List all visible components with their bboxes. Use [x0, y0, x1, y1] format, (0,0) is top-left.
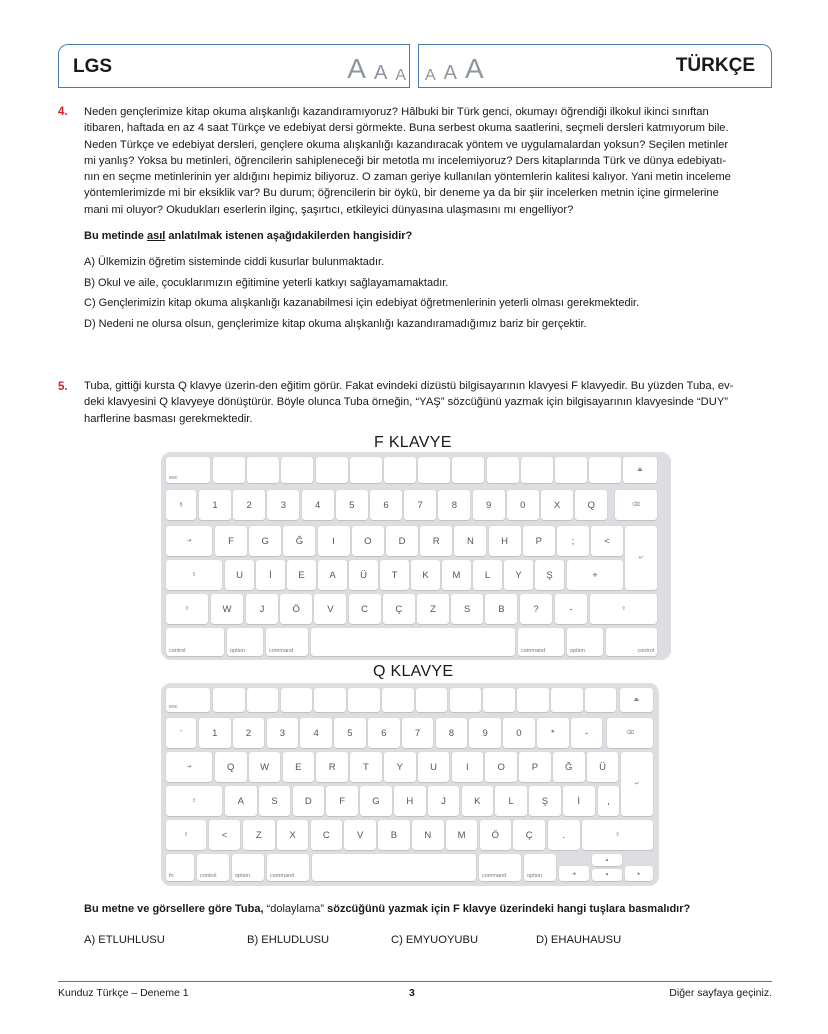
- control-key: control: [197, 854, 229, 881]
- function-key: [555, 457, 587, 483]
- number-key: Q: [575, 490, 607, 520]
- letter-key: L: [473, 560, 502, 590]
- function-key: [384, 457, 416, 483]
- letter-key: E: [287, 560, 316, 590]
- letter-key: V: [344, 820, 376, 850]
- shift-key: ⇧: [590, 594, 657, 624]
- number-key: 3: [267, 490, 299, 520]
- f-keyboard-title: F KLAVYE: [374, 434, 452, 451]
- passage-line: yöntemlerimizde mi bir eksiklik var? Bu durum; öğrencilerin bir öykü, bir deneme ya da bir şiir incelerken metnin içine girmelerine: [84, 187, 719, 200]
- letter-key: L: [495, 786, 527, 816]
- return-key: ↵: [625, 526, 657, 590]
- command-key: command: [479, 854, 521, 881]
- number-key: X: [541, 490, 573, 520]
- letter-key: B: [485, 594, 517, 624]
- number-key: 1: [199, 718, 231, 748]
- letter-key: Y: [504, 560, 533, 590]
- number-key: *: [537, 718, 569, 748]
- q-keyboard-image: [161, 683, 659, 886]
- header-right-box: [419, 44, 772, 88]
- letter-key: O: [352, 526, 384, 556]
- punct-key: ?: [520, 594, 552, 624]
- command-key: command: [518, 628, 564, 656]
- letter-key: E: [283, 752, 315, 782]
- delete-key: ⌫: [615, 490, 657, 520]
- letter-key: R: [420, 526, 452, 556]
- punct-key: <: [591, 526, 623, 556]
- subject-title: TÜRKÇE: [675, 55, 755, 76]
- letter-key: X: [277, 820, 309, 850]
- letter-key: A: [225, 786, 257, 816]
- passage-line: mani mi oluyor? Okudukları eserlerin ilginç, şaşırtıcı, etkileyici dünyasına ulaşmasını mı engelliyor?: [84, 203, 574, 216]
- page-number: 3: [409, 987, 415, 999]
- letter-key: C: [349, 594, 381, 624]
- letter-key: F: [326, 786, 358, 816]
- passage-line: mi yanlış? Yoksa bu metinleri, öğrencilerin sahipleneceği bir metotla mı incelemiyoruz? Ders kitaplarında Türk ve dünya edebiyatı-: [84, 154, 727, 167]
- number-key: -: [571, 718, 603, 748]
- stem-text: Bu metinde: [84, 230, 147, 242]
- function-key: [487, 457, 519, 483]
- letter-key: F: [215, 526, 247, 556]
- function-key: [247, 688, 279, 712]
- letter-key: S: [451, 594, 483, 624]
- function-key: [551, 688, 583, 712]
- stem-text: Bu metne ve görsellere göre Tuba,: [84, 903, 267, 915]
- lock-key: ⏏: [620, 688, 653, 712]
- letter-key: P: [523, 526, 555, 556]
- letter-key: O: [485, 752, 517, 782]
- stem-text: anlatılmak istenen aşağıdakilerden hangisidir?: [165, 230, 413, 242]
- letter-key: Z: [243, 820, 275, 850]
- letter-key: I: [318, 526, 350, 556]
- option-a[interactable]: A) Ülkemizin öğretim sisteminde ciddi kusurlar bulunmaktadır.: [84, 256, 385, 268]
- letter-key: M: [446, 820, 478, 850]
- passage-line: Neden gençlerimize kitap okuma alışkanlığı kazandıramıyoruz? Hâlbuki bir Türk genci, okumayı öğrendiği ilkokul ikinci sınıftan: [84, 106, 709, 118]
- control-key: control: [606, 628, 657, 656]
- punct-key: ,: [598, 786, 619, 816]
- shift-key: ⇧: [166, 594, 208, 624]
- caps-key: ⇪: [166, 786, 222, 816]
- f-keyboard-image: [161, 452, 671, 660]
- option-key: option: [227, 628, 263, 656]
- letter-key: Ğ: [553, 752, 585, 782]
- option-b[interactable]: B) Okul ve aile, çocuklarımızın eğitimine yeterli katkıyı sağlayamamaktadır.: [84, 277, 449, 289]
- passage-line: deki klavyesini Q klavyeye dönüştürür. Böyle olunca Tuba örneğin, “YAŞ” sözcüğünü yazmak için bilgisayarının klavyesinde “DUY”: [84, 396, 729, 409]
- tab-key: ⇥: [166, 752, 212, 782]
- letter-key: C: [311, 820, 343, 850]
- letter-key: Ü: [587, 752, 619, 782]
- number-key: 2: [233, 490, 265, 520]
- passage-line: nın en seçme metinlerinin yer aldığını hepimiz biliyoruz. O zaman geriye kullanılan yöntemlerin kalitesi kalıyor. Yani metin inceleme: [84, 171, 731, 184]
- function-key: [314, 688, 346, 712]
- shift-key: ⇧: [582, 820, 653, 850]
- letter-key: J: [246, 594, 278, 624]
- letter-key: W: [249, 752, 281, 782]
- letter-key: R: [316, 752, 348, 782]
- function-key: [350, 457, 382, 483]
- letter-key: Ç: [513, 820, 545, 850]
- letter-key: G: [249, 526, 281, 556]
- question-4-passage: [84, 104, 774, 218]
- arrow-up-key: ▴: [592, 854, 622, 866]
- header-divider: [409, 44, 410, 88]
- letter-key: V: [314, 594, 346, 624]
- letter-key: Ç: [383, 594, 415, 624]
- function-key: [281, 457, 313, 483]
- number-key: 4: [302, 490, 334, 520]
- q-keyboard-title: Q KLAVYE: [373, 663, 454, 680]
- punct-key: +: [567, 560, 623, 590]
- font-size-increase-group: [425, 53, 484, 85]
- function-key: [247, 457, 279, 483]
- number-key: 9: [469, 718, 501, 748]
- function-key: [316, 457, 348, 483]
- number-key: 9: [473, 490, 505, 520]
- letter-key: Ö: [280, 594, 312, 624]
- option-key: option: [567, 628, 603, 656]
- control-key: control: [166, 628, 224, 656]
- esc-key: esc: [166, 457, 210, 483]
- punct-key: -: [555, 594, 587, 624]
- number-key: 8: [436, 718, 468, 748]
- command-key: command: [267, 854, 309, 881]
- font-size-large-a[interactable]: A: [347, 53, 366, 84]
- footer-rule: [58, 981, 772, 982]
- function-key: [585, 688, 617, 712]
- number-key: 5: [334, 718, 366, 748]
- question-5-passage: [84, 378, 774, 427]
- option-d[interactable]: D) EHAUHAUSU: [536, 934, 622, 946]
- letter-key: D: [386, 526, 418, 556]
- function-key: [483, 688, 515, 712]
- letter-key: U: [418, 752, 450, 782]
- caps-key: ⇪: [166, 560, 222, 590]
- font-size-decrease-group: [347, 53, 406, 85]
- number-key: 7: [404, 490, 436, 520]
- option-c[interactable]: C) EMYUOYUBU: [391, 934, 479, 946]
- number-key: 0: [507, 490, 539, 520]
- letter-key: G: [360, 786, 392, 816]
- font-size-medium-a[interactable]: A: [373, 62, 388, 84]
- option-c[interactable]: C) Gençlerimizin kitap okuma alışkanlığı kazanabilmesi için edebiyat öğretmenlerinin yeterli olması gerekmektedir.: [84, 297, 640, 309]
- number-key: 2: [233, 718, 265, 748]
- question-4-stem: [84, 230, 412, 242]
- question-number: 5.: [58, 381, 68, 393]
- letter-key: Ş: [529, 786, 561, 816]
- stem-underlined: asıl: [146, 230, 166, 242]
- letter-key: M: [442, 560, 471, 590]
- letter-key: Ö: [480, 820, 512, 850]
- number-key: 8: [438, 490, 470, 520]
- function-key: [450, 688, 482, 712]
- letter-key: İ: [563, 786, 595, 816]
- letter-key: Ü: [349, 560, 378, 590]
- return-key: ↵: [621, 752, 653, 816]
- footer-left: Kunduz Türkçe – Deneme 1: [58, 987, 189, 999]
- letter-key: T: [350, 752, 382, 782]
- function-key: [213, 457, 245, 483]
- number-key: 4: [300, 718, 332, 748]
- passage-line: Tuba, gittiği kursta Q klavye üzerin-den eğitim görür. Fakat evindeki dizüstü bilgisayarının klavyesi F klavyedir. Bu yüzden Tuba, ev-: [84, 380, 734, 392]
- letter-key: P: [519, 752, 551, 782]
- command-key: command: [266, 628, 308, 656]
- punct-key: .: [548, 820, 580, 850]
- arrow-down-key: ▾: [592, 869, 622, 881]
- font-size-small-a[interactable]: A: [425, 67, 436, 84]
- letter-key: T: [380, 560, 409, 590]
- letter-key: K: [462, 786, 494, 816]
- esc-key: esc: [166, 688, 210, 712]
- function-key: [281, 688, 313, 712]
- function-key: [452, 457, 484, 483]
- punct-key: ;: [557, 526, 589, 556]
- delete-key: ⌫: [607, 718, 653, 748]
- question-number: 4.: [58, 106, 68, 118]
- function-key: [416, 688, 448, 712]
- letter-key: N: [412, 820, 444, 850]
- number-key: 0: [503, 718, 535, 748]
- arrow-left-key: ◂: [559, 866, 589, 881]
- letter-key: S: [259, 786, 291, 816]
- number-key: 5: [336, 490, 368, 520]
- letter-key: Z: [417, 594, 449, 624]
- stem-word: “dolaylama”: [266, 903, 325, 915]
- stem-text: sözcüğünü yazmak için F klavye üzerindeki hangi tuşlara basmalıdır?: [324, 903, 691, 915]
- letter-key: U: [225, 560, 254, 590]
- quote-key: ": [166, 718, 196, 748]
- letter-key: Y: [384, 752, 416, 782]
- exam-title: LGS: [73, 56, 113, 77]
- number-key: 3: [267, 718, 299, 748]
- option-a[interactable]: A) ETLUHLUSU: [84, 934, 165, 946]
- function-key: [418, 457, 450, 483]
- font-size-medium-a[interactable]: A: [443, 62, 458, 84]
- function-key: [517, 688, 549, 712]
- letter-key: H: [489, 526, 521, 556]
- passage-line: itibaren, haftada en az 4 saat Türkçe ve edebiyat dersi görmekte. Buna serbest okuma saatlerini, seçmeli dersleri katmıyorum bile.: [84, 122, 729, 135]
- font-size-small-a[interactable]: A: [395, 67, 406, 84]
- space-key: [312, 854, 476, 881]
- option-key: option: [524, 854, 556, 881]
- function-key: [589, 457, 621, 483]
- letter-key: İ: [256, 560, 285, 590]
- question-5-stem: [84, 903, 690, 915]
- space-key: [311, 628, 515, 656]
- letter-key: I: [452, 752, 484, 782]
- option-key: option: [232, 854, 264, 881]
- number-key: 1: [199, 490, 231, 520]
- function-key: [213, 688, 245, 712]
- letter-key: N: [454, 526, 486, 556]
- arrow-right-key: ▸: [625, 866, 653, 881]
- footer-right: Diğer sayfaya geçiniz.: [669, 987, 772, 999]
- header-left-box: [58, 44, 410, 88]
- shift-key: ⇧: [166, 820, 206, 850]
- passage-line: harflerine basması gerekmektedir.: [84, 412, 253, 425]
- passage-line: Neden Türkçe ve edebiyat dersleri, gençlere okuma alışkanlığı kazandıracak yöntem ve uygulamalardan yoksun? Seçilen metinler: [84, 138, 729, 151]
- letter-key: Q: [215, 752, 247, 782]
- number-key: 7: [402, 718, 434, 748]
- section-key: §: [166, 490, 196, 520]
- letter-key: A: [318, 560, 347, 590]
- letter-key: H: [394, 786, 426, 816]
- letter-key: Ğ: [283, 526, 315, 556]
- fn-key: fn: [166, 854, 194, 881]
- function-key: [348, 688, 380, 712]
- function-key: [521, 457, 553, 483]
- letter-key: B: [378, 820, 410, 850]
- tab-key: ⇥: [166, 526, 212, 556]
- number-key: 6: [368, 718, 400, 748]
- function-key: [382, 688, 414, 712]
- option-d[interactable]: D) Nedeni ne olursa olsun, gençlerimize kitap okuma alışkanlığı kazandıramadığımız bariz bir gerçektir.: [84, 318, 587, 330]
- letter-key: J: [428, 786, 460, 816]
- letter-key: D: [293, 786, 325, 816]
- option-b[interactable]: B) EHLUDLUSU: [247, 934, 330, 946]
- letter-key: K: [411, 560, 440, 590]
- eject-key: ⏏: [623, 457, 657, 483]
- number-key: 6: [370, 490, 402, 520]
- letter-key: Ş: [535, 560, 564, 590]
- letter-key: W: [211, 594, 243, 624]
- font-size-large-a[interactable]: A: [465, 53, 484, 84]
- punct-key: <: [209, 820, 240, 850]
